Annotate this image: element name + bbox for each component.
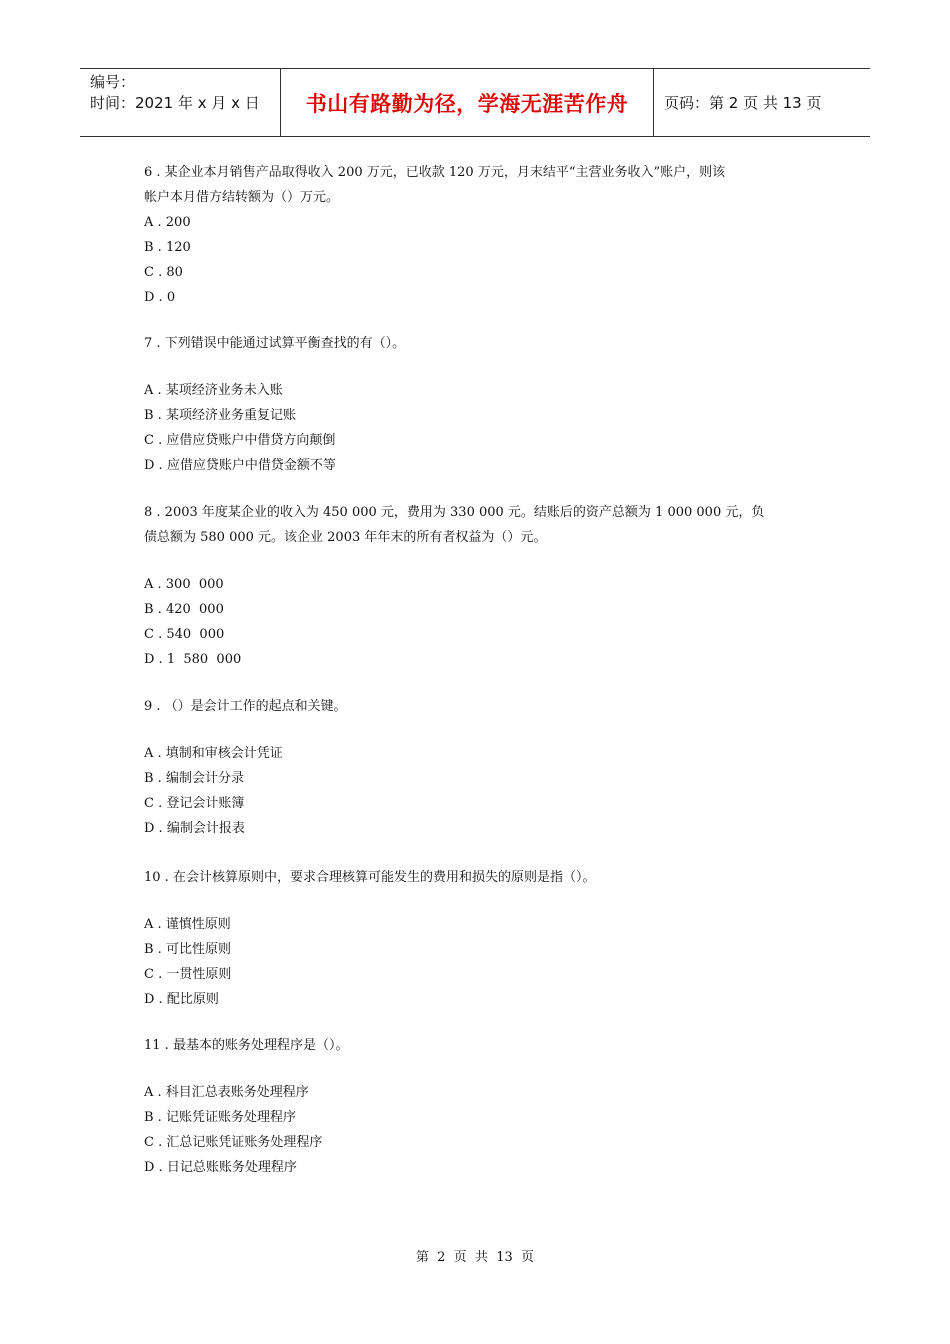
option-a: A . 300 000 [144, 577, 224, 592]
option-d: D . 编制会计报表 [144, 821, 245, 836]
question-stem: 10 . 在会计核算原则中，要求合理核算可能发生的费用和损失的原则是指（）。 [144, 870, 596, 885]
option-b: B . 可比性原则 [144, 942, 231, 957]
question-stem-continued: 债总额为 580 000 元。该企业 2003 年年末的所有者权益为（）元。 [144, 530, 547, 545]
question-9 [144, 694, 347, 841]
option-list [144, 378, 405, 478]
question-10 [144, 865, 595, 1012]
option-list [144, 1080, 348, 1180]
page-number: 第 2 页 共 13 页 [415, 1250, 535, 1265]
option-c: C . 应借应贷账户中借贷方向颠倒 [144, 433, 336, 448]
date-label: 时间：2021 年 x 月 x 日 [90, 94, 260, 112]
option-list [144, 572, 764, 672]
option-b: B . 120 [144, 240, 191, 255]
option-d: D . 1 580 000 [144, 652, 242, 667]
question-stem: 8 . 2003 年度某企业的收入为 450 000 元，费用为 330 000 元。结账后的资产总额为 1 000 000 元，负 [144, 505, 765, 520]
option-d: D . 日记总账账务处理程序 [144, 1160, 297, 1175]
question-stem: 6 . 某企业本月销售产品取得收入 200 万元，已收款 120 万元，月末结平“主营业务收入”账户，则该 [144, 165, 726, 180]
question-11 [144, 1033, 348, 1180]
option-list [144, 741, 347, 841]
option-b: B . 编制会计分录 [144, 771, 244, 786]
question-stem: 7 . 下列错误中能通过试算平衡查找的有（）。 [144, 336, 406, 351]
option-d: D . 配比原则 [144, 992, 219, 1007]
option-b: B . 某项经济业务重复记账 [144, 408, 296, 423]
question-7 [144, 331, 405, 478]
option-list [144, 210, 725, 310]
option-c: C . 80 [144, 265, 183, 280]
question-stem: 9 . （）是会计工作的起点和关键。 [144, 699, 347, 714]
option-list [144, 912, 595, 1012]
option-a: A . 谨慎性原则 [144, 917, 231, 932]
question-stem-continued: 帐户本月借方结转额为（）万元。 [144, 190, 340, 205]
option-d: D . 0 [144, 290, 176, 305]
option-a: A . 填制和审核会计凭证 [144, 746, 283, 761]
option-c: C . 汇总记账凭证账务处理程序 [144, 1135, 323, 1150]
header-page-info: 页码：第 2 页 共 13 页 [664, 94, 822, 112]
option-b: B . 420 000 [144, 602, 224, 617]
question-6 [144, 160, 725, 310]
option-a: A . 200 [144, 215, 191, 230]
option-a: A . 某项经济业务未入账 [144, 383, 283, 398]
header-meta [80, 69, 281, 136]
question-stem: 11 . 最基本的账务处理程序是（）。 [144, 1038, 349, 1053]
question-8 [144, 500, 764, 672]
option-c: C . 一贯性原则 [144, 967, 232, 982]
option-a: A . 科目汇总表账务处理程序 [144, 1085, 309, 1100]
option-d: D . 应借应贷账户中借贷金额不等 [144, 458, 336, 473]
option-c: C . 540 000 [144, 627, 225, 642]
option-c: C . 登记会计账簿 [144, 796, 245, 811]
page-header [80, 68, 870, 137]
serial-number-label: 编号： [90, 73, 136, 91]
header-motto: 书山有路勤为径，学海无涯苦作舟 [281, 69, 654, 136]
option-b: B . 记账凭证账务处理程序 [144, 1110, 296, 1125]
page-footer [0, 1246, 950, 1265]
